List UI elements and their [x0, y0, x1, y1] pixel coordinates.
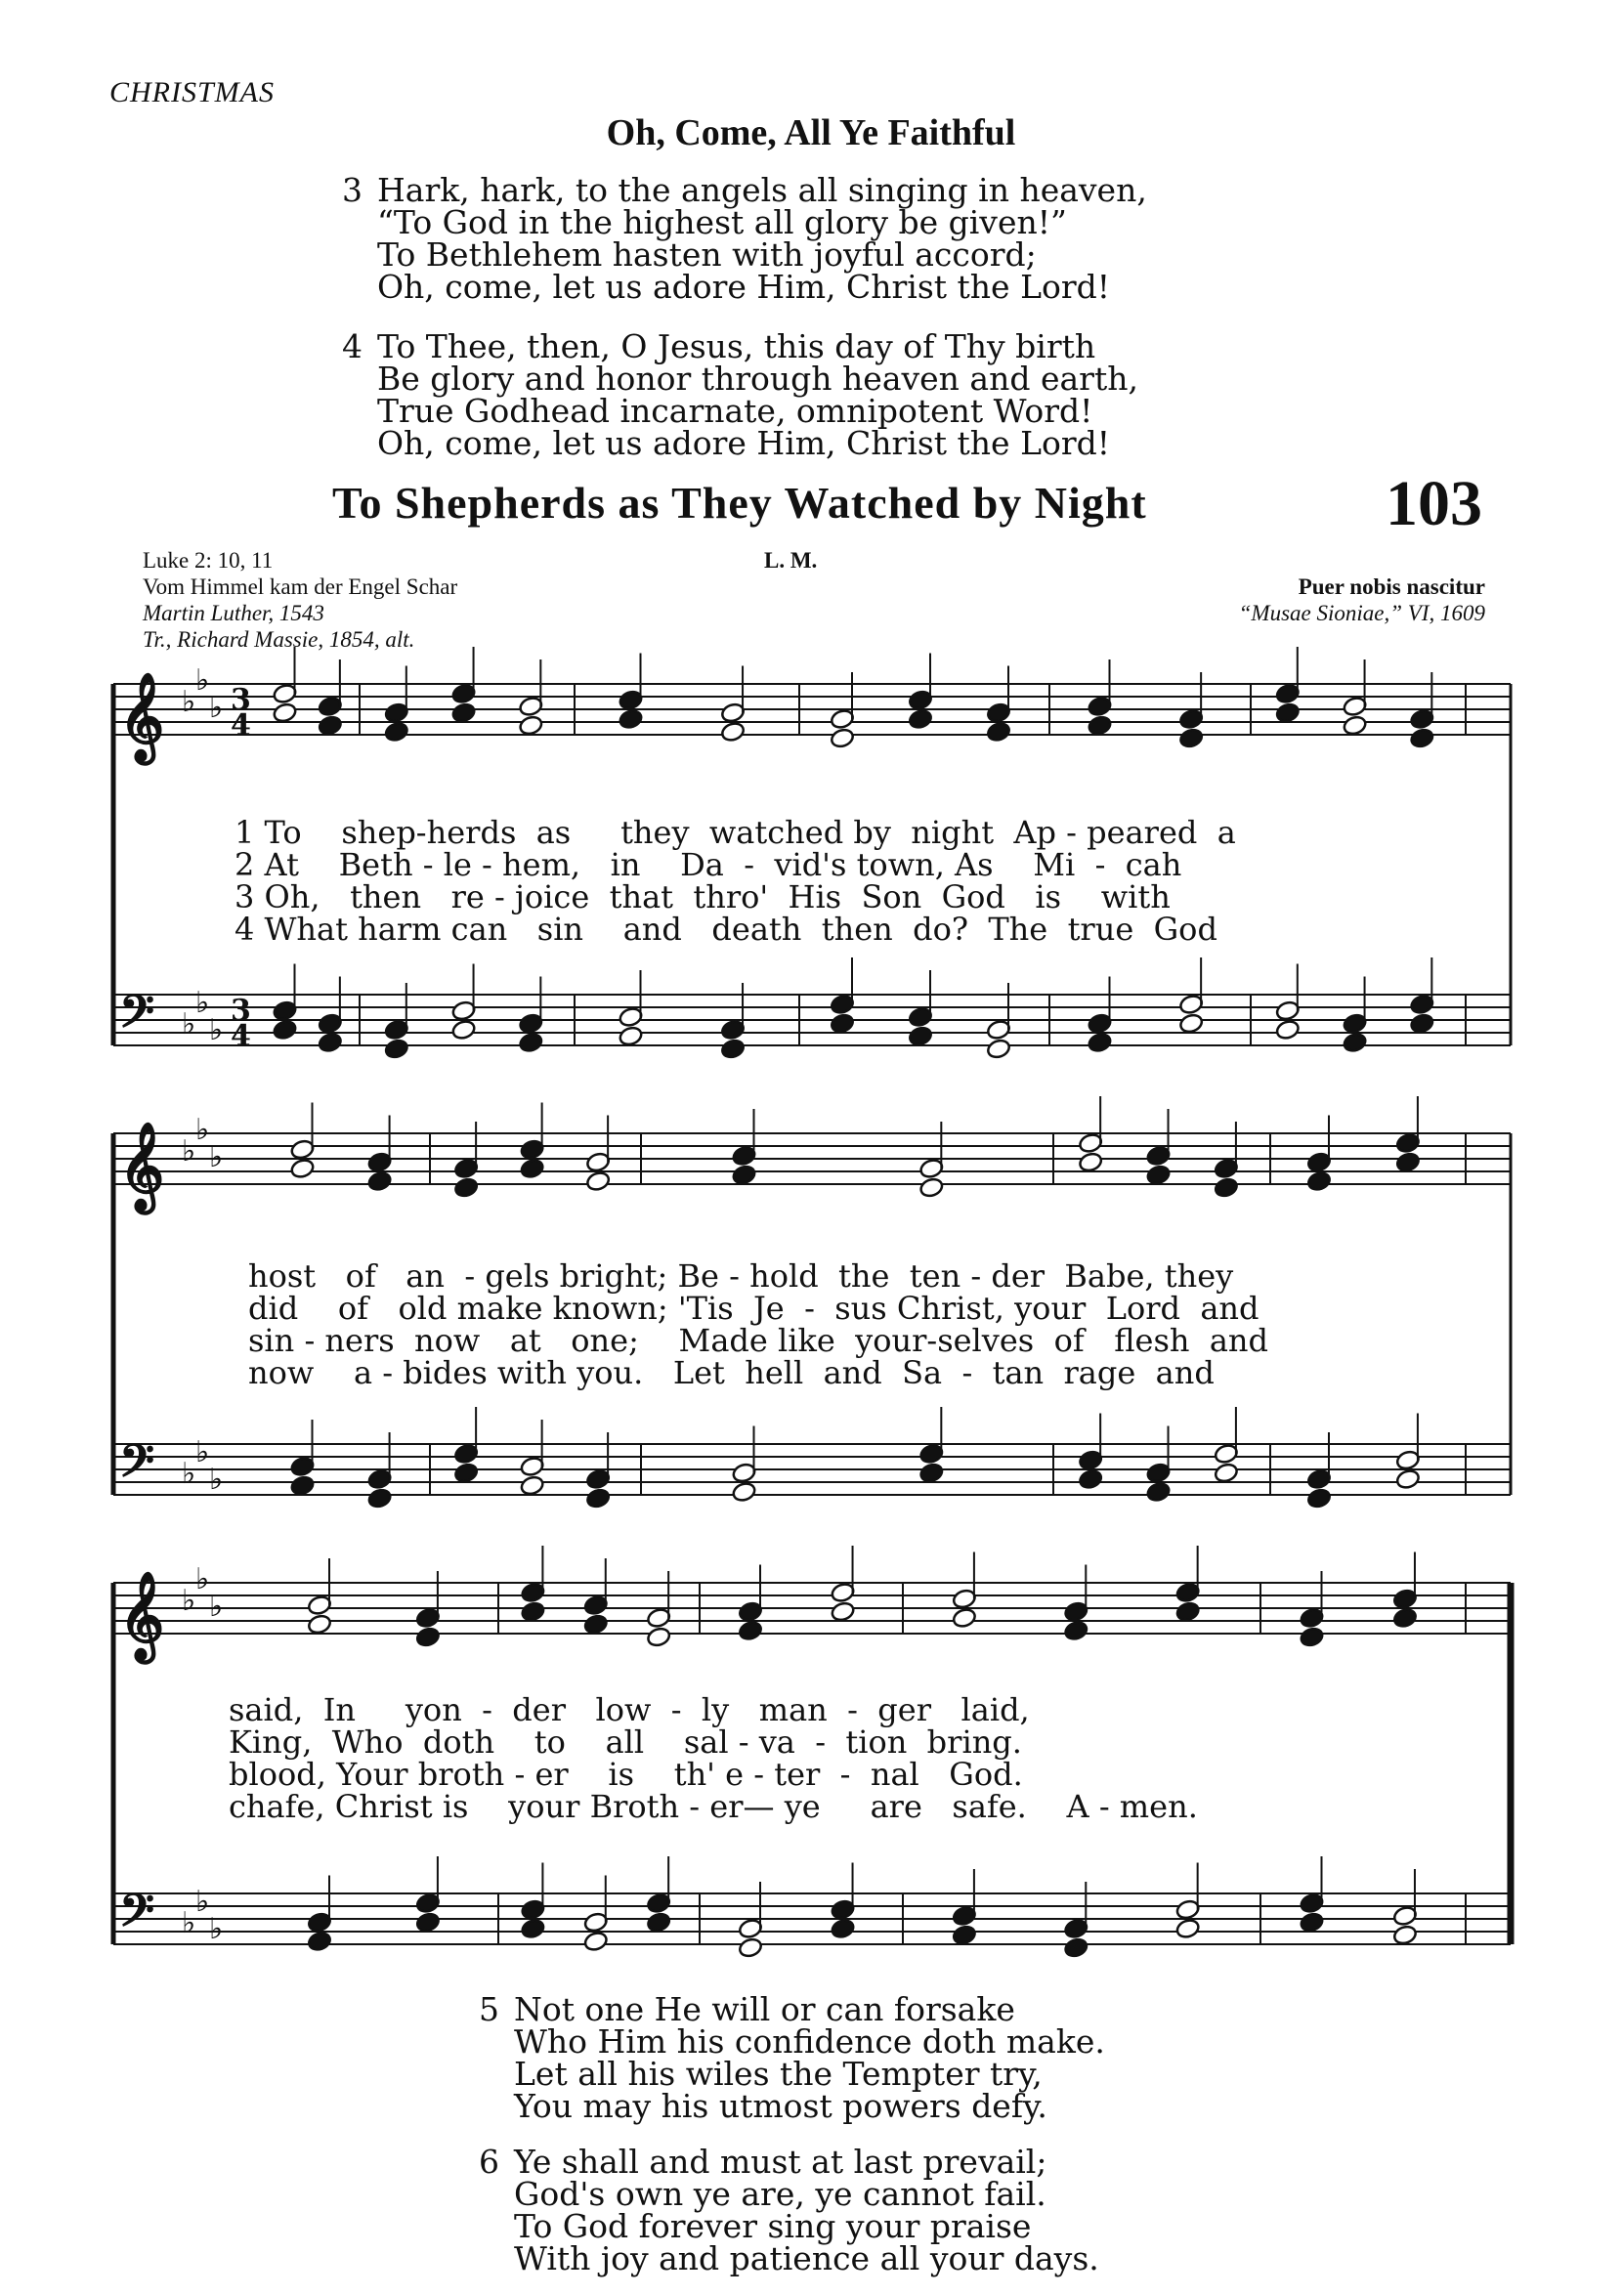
- notehead: [1275, 702, 1301, 724]
- notehead: [646, 1911, 671, 1934]
- author: Martin Luther, 1543: [143, 601, 324, 625]
- bass-clef-icon: 𝄢: [119, 1884, 155, 1948]
- notehead: [272, 1019, 297, 1042]
- previous-hymn-title: Oh, Come, All Ye Faithful: [606, 112, 1016, 153]
- notehead: [1087, 714, 1112, 737]
- notehead: [585, 1487, 611, 1509]
- notehead: [830, 1918, 855, 1940]
- original-title: Vom Himmel kam der Engel Schar: [143, 574, 458, 599]
- notehead: [738, 1936, 763, 1959]
- notehead: [583, 1613, 609, 1636]
- stanza-line: You may his utmost powers defy.: [514, 2087, 1047, 2125]
- notehead: [908, 1025, 933, 1047]
- flat-icon: ♭: [182, 1134, 196, 1169]
- notehead: [518, 1032, 543, 1054]
- lyric-line: now a - bides with you. Let hell and Sa - tan rage and: [248, 1354, 1215, 1391]
- flat-icon: ♭: [182, 685, 196, 719]
- following-stanza-5: [479, 1990, 1105, 2125]
- notehead: [520, 1918, 545, 1940]
- notehead: [1342, 1032, 1367, 1054]
- notehead: [1275, 1019, 1301, 1042]
- notehead: [830, 727, 855, 749]
- notehead: [307, 1931, 332, 1953]
- time-signature-bottom: 4: [231, 1019, 251, 1053]
- notehead: [518, 714, 543, 737]
- treble-clef-icon: 𝄞: [119, 672, 165, 761]
- notehead: [952, 1924, 977, 1946]
- stanza-line: True Godhead incarnate, omnipotent Word!: [377, 392, 1093, 430]
- notehead: [453, 1462, 479, 1484]
- tune-source: “Musae Sioniae,” VI, 1609: [1238, 601, 1485, 625]
- notehead: [618, 1025, 643, 1047]
- notehead: [367, 1170, 393, 1193]
- meter: L. M.: [764, 548, 818, 573]
- flat-icon: ♭: [209, 1013, 224, 1047]
- notehead: [272, 702, 297, 724]
- time-signature-top: 3: [231, 994, 251, 1028]
- notehead: [1395, 1151, 1421, 1173]
- notehead: [720, 1038, 746, 1060]
- notehead: [1395, 1468, 1421, 1491]
- lyric-line: did of old make known; 'Tis Je - sus Christ, your Lord and: [248, 1290, 1259, 1327]
- notehead: [618, 708, 643, 731]
- flat-icon: ♭: [195, 1113, 210, 1147]
- stanza-line: Be glory and honor through heaven and earth,: [377, 360, 1138, 398]
- notehead: [384, 721, 409, 744]
- bass-clef-icon: 𝄢: [119, 985, 155, 1049]
- notehead: [1342, 714, 1367, 737]
- flat-icon: ♭: [195, 663, 210, 698]
- notehead: [830, 1012, 855, 1035]
- stanza-number: 6: [479, 2143, 499, 2181]
- notehead: [952, 1607, 977, 1630]
- scripture-reference: Luke 2: 10, 11: [143, 548, 274, 573]
- stanza-line: “To God in the highest all glory be given!”: [377, 203, 1067, 241]
- notehead: [1214, 1176, 1239, 1199]
- notehead: [1145, 1481, 1171, 1504]
- notehead: [1178, 1012, 1204, 1035]
- flat-icon: ♭: [182, 1584, 196, 1618]
- notehead: [1175, 1600, 1201, 1623]
- notehead: [450, 1019, 476, 1042]
- notehead: [646, 1626, 671, 1648]
- notehead: [520, 1600, 545, 1623]
- translator: Tr., Richard Massie, 1854, alt.: [143, 627, 415, 652]
- notehead: [415, 1911, 441, 1934]
- notehead: [1178, 727, 1204, 749]
- notehead: [307, 1613, 332, 1636]
- notehead: [289, 1474, 315, 1497]
- flat-icon: ♭: [195, 1562, 210, 1596]
- notehead: [367, 1487, 393, 1509]
- lyric-line: King, Who doth to all sal - va - tion bring.: [229, 1723, 1022, 1761]
- flat-icon: ♭: [209, 691, 224, 725]
- stanza-number: 5: [479, 1990, 499, 2028]
- flat-icon: ♭: [182, 1457, 196, 1491]
- stanza-number: 4: [342, 327, 363, 365]
- notehead: [1214, 1462, 1239, 1484]
- following-stanza-6: [479, 2143, 1099, 2277]
- lyric-line: 1 To shep-herds as they watched by night Ap - peared a: [235, 814, 1236, 851]
- stanza-line: Oh, come, let us adore Him, Christ the Lord!: [377, 424, 1111, 462]
- stanza-line: Not one He will or can forsake: [514, 1990, 1015, 2028]
- lyric-line: 3 Oh, then re - joice that thro' His Son God is with: [235, 878, 1171, 915]
- flat-icon: ♭: [209, 1140, 224, 1174]
- notehead: [1145, 1164, 1171, 1186]
- stanza-line: Hark, hark, to the angels all singing in heaven,: [377, 171, 1147, 209]
- flat-icon: ♭: [209, 1912, 224, 1946]
- flat-icon: ♭: [182, 1007, 196, 1042]
- notehead: [1409, 1012, 1434, 1035]
- notehead: [1306, 1170, 1332, 1193]
- stanza-line: God's own ye are, ye cannot fail.: [514, 2175, 1046, 2213]
- treble-clef-icon: 𝄞: [119, 1571, 165, 1660]
- notehead: [830, 1600, 855, 1623]
- lyric-line: host of an - gels bright; Be - hold the ten - der Babe, they: [248, 1257, 1234, 1295]
- stanza-line: To Bethlehem hasten with joyful accord;: [377, 235, 1037, 274]
- stanza-line: To God forever sing your praise: [514, 2207, 1032, 2245]
- notehead: [520, 1158, 545, 1180]
- notehead: [453, 1176, 479, 1199]
- section-label: CHRISTMAS: [109, 76, 275, 108]
- time-signature-top: 3: [231, 683, 251, 717]
- bass-clef-icon: 𝄢: [119, 1434, 155, 1499]
- lyric-line: sin - ners now at one; Made like your-selves of flesh and: [248, 1322, 1269, 1359]
- flat-icon: ♭: [195, 1435, 210, 1469]
- notehead: [1078, 1151, 1103, 1173]
- notehead: [289, 1158, 315, 1180]
- notehead: [986, 1038, 1011, 1060]
- lyric-line: 2 At Beth - le - hem, in Da - vid's town, As Mi - cah: [235, 846, 1182, 883]
- notehead: [384, 1038, 409, 1060]
- notehead: [1392, 1924, 1418, 1946]
- notehead: [731, 1481, 756, 1504]
- lyric-line: blood, Your broth - er is th' e - ter - nal God.: [229, 1756, 1023, 1793]
- lyric-line: 4 What harm can sin and death then do? The true God: [235, 911, 1217, 948]
- notehead: [1078, 1468, 1103, 1491]
- time-signature-bottom: 4: [231, 708, 251, 743]
- flat-icon: ♭: [195, 986, 210, 1020]
- notehead: [731, 1164, 756, 1186]
- flat-icon: ♭: [209, 1590, 224, 1624]
- notehead: [1409, 727, 1434, 749]
- notehead: [986, 721, 1011, 744]
- flat-icon: ♭: [182, 1906, 196, 1940]
- notehead: [1063, 1620, 1088, 1642]
- tune-name: Puer nobis nascitur: [1298, 574, 1485, 599]
- notehead: [583, 1931, 609, 1953]
- notehead: [415, 1626, 441, 1648]
- notehead: [1175, 1918, 1201, 1940]
- notehead: [918, 1462, 944, 1484]
- treble-clef-icon: 𝄞: [119, 1122, 165, 1211]
- stanza-line: To Thee, then, O Jesus, this day of Thy birth: [377, 327, 1096, 365]
- lyric-line: said, In yon - der low - ly man - ger laid,: [229, 1691, 1030, 1728]
- hymn-title: To Shepherds as They Watched by Night: [332, 478, 1147, 528]
- stanza-line: Ye shall and must at last prevail;: [514, 2143, 1047, 2181]
- notehead: [918, 1176, 944, 1199]
- notehead: [520, 1474, 545, 1497]
- flat-icon: ♭: [195, 1885, 210, 1919]
- notehead: [720, 721, 746, 744]
- notehead: [1306, 1487, 1332, 1509]
- flat-icon: ♭: [209, 1463, 224, 1497]
- notehead: [585, 1170, 611, 1193]
- notehead: [1299, 1911, 1324, 1934]
- notehead: [908, 708, 933, 731]
- notehead: [450, 702, 476, 724]
- stanza-line: Let all his wiles the Tempter try,: [514, 2055, 1043, 2093]
- notehead: [318, 714, 343, 737]
- stanza-line: Who Him his confidence doth make.: [514, 2022, 1105, 2061]
- lyric-line: chafe, Christ is your Broth - er— ye are safe. A - men.: [229, 1788, 1198, 1825]
- notehead: [1299, 1626, 1324, 1648]
- notehead: [738, 1620, 763, 1642]
- notehead: [1392, 1607, 1418, 1630]
- stanza-number: 3: [342, 171, 363, 209]
- stanza-line: Oh, come, let us adore Him, Christ the Lord!: [377, 268, 1111, 306]
- stanza-line: With joy and patience all your days.: [514, 2239, 1099, 2277]
- notehead: [1087, 1032, 1112, 1054]
- hymn-number: 103: [1386, 468, 1482, 539]
- notehead: [1063, 1936, 1088, 1959]
- notehead: [318, 1032, 343, 1054]
